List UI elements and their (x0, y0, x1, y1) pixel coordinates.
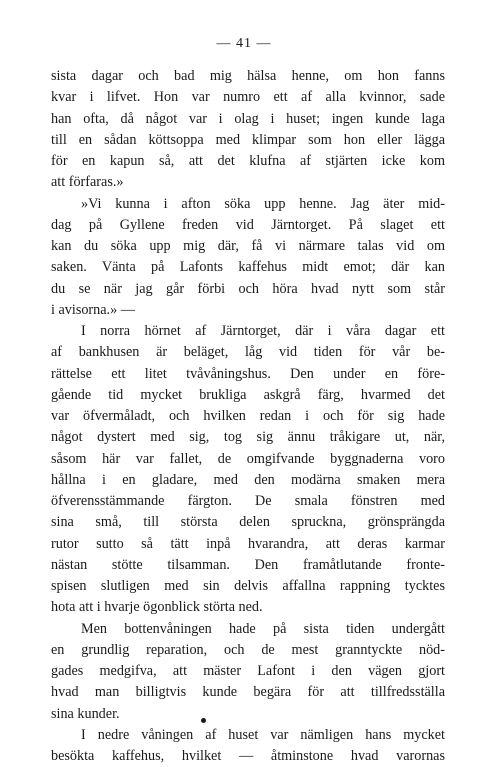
text-line: han ofta, då något var i olag i huset; ingen kunde laga (51, 110, 445, 127)
text-line: sina små, till största delen spruckna, grönsprängda (51, 514, 445, 531)
text-line: öfverensstämmande färgton. De smala fönstren med (51, 493, 445, 509)
body-text (51, 66, 445, 767)
text-line: af bankhusen är beläget, låg vid tiden för vår be- (51, 344, 445, 361)
page-number: — 41 — (216, 36, 272, 51)
text-line: du se när jag går förbi och höra hvad nytt som står (51, 280, 445, 297)
text-line: att förfaras.» (51, 174, 124, 191)
text-line: sina kunder. (51, 705, 120, 722)
text-line: kan du söka upp mig där, få vi närmare talas vid om (51, 238, 445, 254)
text-line: var öfvermåladt, och hvilken redan i och för sig hade (51, 408, 445, 424)
text-line: rättelse ett litet tvåvåningshus. Den under en före- (51, 365, 445, 382)
printer-mark (201, 718, 206, 723)
text-line: rutor sutto så tätt inpå hvarandra, att deras karmar (51, 535, 445, 552)
text-line: något dystert med sig, tog sig ännu tråkigare ut, när, (51, 429, 445, 446)
text-line: I nedre våningen af huset var nämligen hans mycket (81, 726, 445, 743)
text-line: gades medgifva, att mäster Lafont i den vägen gjort (51, 663, 445, 679)
text-line: Men bottenvåningen hade på sista tiden undergått (81, 620, 445, 637)
text-line: »Vi kunna i afton söka upp henne. Jag äter mid- (81, 195, 445, 212)
text-line: till en sådan köttsoppa med klimpar som hon eller lägga (51, 131, 445, 148)
text-line: sista dagar och bad mig hälsa henne, om hon fanns (51, 68, 445, 84)
text-line: kvar i lifvet. Hon var numro ett af alla kvinnor, sade (51, 89, 445, 106)
text-line: saken. Vänta på Lafonts kaffehus midt emot; där kan (51, 259, 445, 276)
text-line: hota att i hvarje ögonblick störta ned. (51, 599, 263, 616)
text-line: besökta kaffehus, hvilket — åtminstone hvad varornas (51, 748, 445, 764)
text-line: dag på Gyllene freden vid Järntorget. På slaget ett (51, 216, 445, 233)
text-line: i avisorna.» — (51, 301, 135, 318)
text-line: såsom här var fallet, de omgifvande byggnaderna voro (51, 450, 445, 467)
text-line: en grundlig reparation, och de mest granntyckte nöd- (51, 641, 445, 658)
text-line: spisen slutligen med sin delvis affallna rappning tycktes (51, 578, 445, 594)
text-line: I norra hörnet af Järntorget, där i våra dagar ett (81, 323, 445, 339)
text-line: för en kapun så, att det klufna af stjärten icke kom (51, 153, 445, 169)
text-line: hvad man billigtvis kunde begära för att tillfredsställa (51, 684, 445, 701)
text-line: hållna i en gladare, med den modärna smaken mera (51, 471, 445, 488)
text-line: nästan stötte tilsamman. Den framåtlutande fronte- (51, 556, 445, 573)
text-line: gående tid mycket brukliga askgrå färg, hvarmed det (51, 386, 445, 403)
